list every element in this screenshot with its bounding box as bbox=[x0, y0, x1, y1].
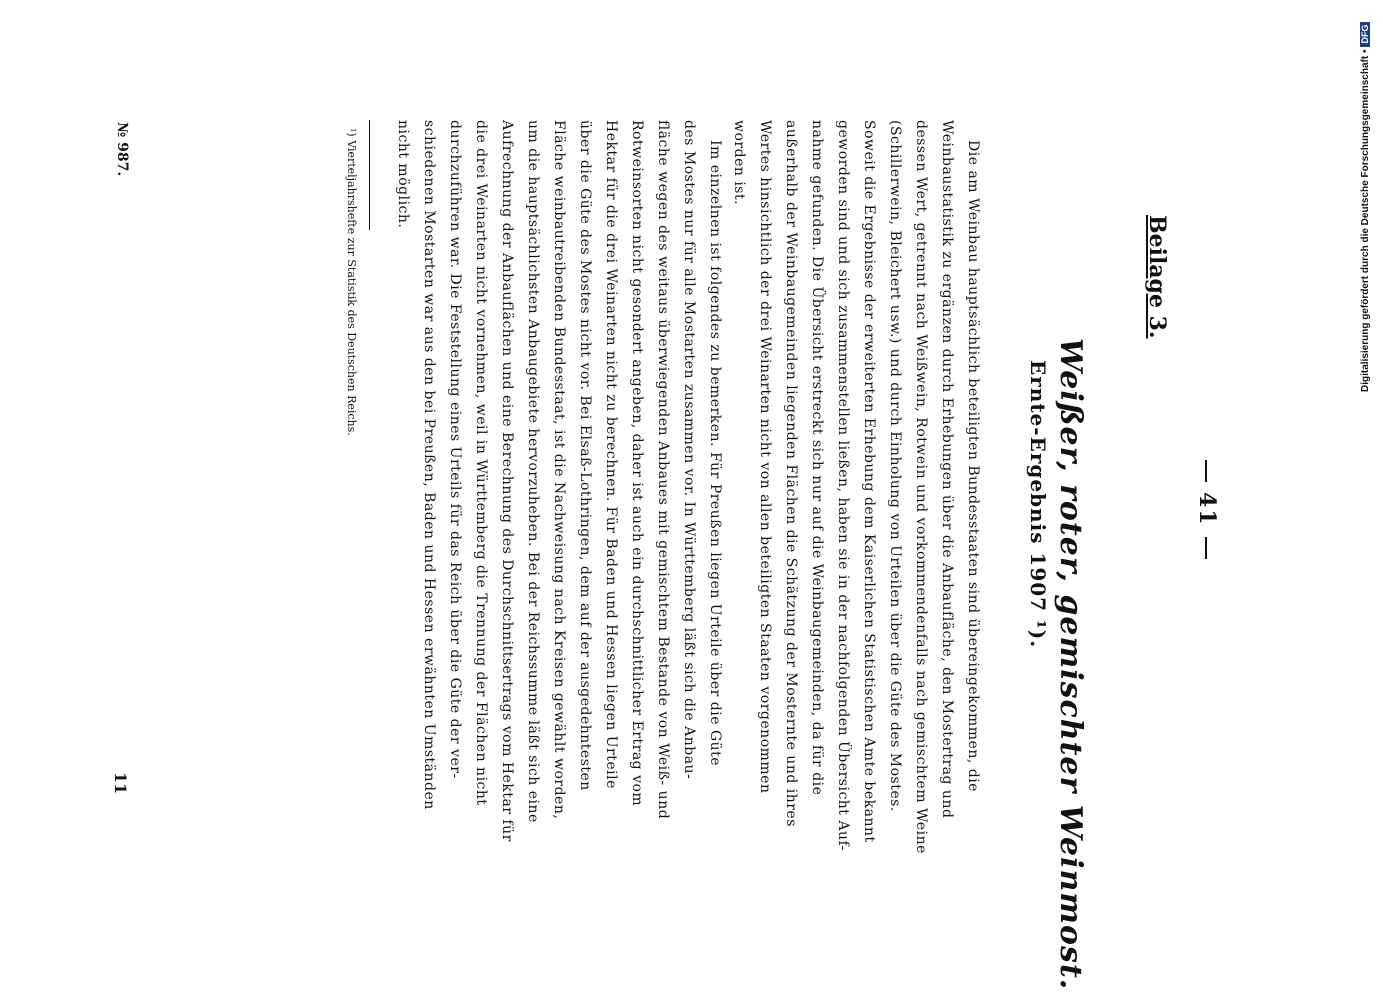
text-line: Wertes hinsichtlich der drei Weinarten nicht von allen beteiligten Staaten vorgenommen bbox=[757, 120, 773, 794]
footnote: ¹) Vierteljahrshefte zur Statistik des Deutschen Reichs. bbox=[345, 128, 358, 436]
text-line: worden ist. bbox=[731, 120, 747, 206]
dfg-credit-text: Digitalisierung gefördert durch die Deutsche Forschungsgemeinschaft • bbox=[1360, 49, 1371, 392]
text-line: nicht möglich. bbox=[395, 120, 411, 229]
text-line: außerhalb der Weinbaugemeinden liegenden Flächen die Schätzung der Mosternte und ihres bbox=[783, 120, 799, 827]
text-line: Fläche weinbautreibenden Bundesstaat, ist die Nachweisung nach Kreisen gewählt worden, bbox=[551, 120, 567, 820]
dash-right bbox=[1205, 537, 1207, 559]
dash-left bbox=[1205, 460, 1207, 482]
footer-page: 11 bbox=[111, 772, 130, 795]
text-line: (Schillerwein, Bleichert usw.) und durch Einholung von Urteilen über die Güte des Mostes. bbox=[887, 120, 903, 812]
footnote-rule bbox=[369, 120, 370, 230]
text-line: Weinbaustatistik zu ergänzen durch Erhebungen über die Anbaufläche, den Mostertrag und bbox=[939, 120, 955, 819]
rotated-page bbox=[108, 120, 1248, 991]
page-title: Weißer, roter, gemischter Weinmost. bbox=[1053, 338, 1088, 991]
text-line: Soweit die Ergebnisse der erweiterten Erhebung dem Kaiserlichen Statistischen Amte bekannt bbox=[861, 120, 877, 843]
dfg-logo: DFG bbox=[1360, 22, 1370, 47]
text-line: Die am Weinbau hauptsächlich beteiligten Bundesstaaten sind übereingekommen, die bbox=[965, 140, 981, 792]
text-line: geworden sind und sich zusammenstellen ließen, haben sie in der nachfolgenden Übersicht Auf- bbox=[835, 120, 851, 851]
page-number bbox=[1194, 450, 1220, 569]
text-line: Im einzelnen ist folgendes zu bemerken. Für Preußen liegen Urteile über die Güte bbox=[707, 140, 723, 767]
text-line: Hektar für die drei Weinarten nicht zu berechnen. Für Baden und Hessen liegen Urteile bbox=[603, 120, 619, 789]
text-line: über die Güte des Mostes nicht vor. Bei Elsaß-Lothringen, dem auf der ausgedehntesten bbox=[577, 120, 593, 791]
beilage-label: Beilage 3. bbox=[1144, 215, 1170, 339]
text-line: dessen Wert, getrennt nach Weißwein, Rotwein und vorkommendenfalls nach gemischtem Weine bbox=[913, 120, 929, 854]
page-number-text: 41 bbox=[1194, 492, 1220, 527]
text-line: um die hauptsächlichsten Anbaugebiete hervorzuheben. Bei der Reichssumme läßt sich eine bbox=[525, 120, 541, 823]
text-line: Aufrechnung der Anbauflächen und eine Berechnung des Durchschnittsertrags vom Hektar für bbox=[499, 120, 515, 842]
footer-number: № 987. bbox=[114, 122, 130, 177]
text-line: des Mostes nur für alle Mostarten zusammen vor. In Württemberg läßt sich die Anbau- bbox=[681, 120, 697, 780]
text-line: die drei Weinarten nicht vornehmen, weil in Württemberg die Trennung der Flächen nicht bbox=[473, 120, 489, 806]
text-line: nahme gefunden. Die Übersicht erstreckt sich nur auf die Weinbaugemeinden, da für die bbox=[809, 120, 825, 796]
text-line: durchzuführen war. Die Feststellung eines Urteils für das Reich über die Güte der ver- bbox=[447, 120, 463, 779]
text-line: Rotweinsorten nicht gesondert angeben, daher ist auch ein durchschnittlicher Ertrag vom bbox=[629, 120, 645, 807]
text-line: fläche wegen des weitaus überwiegenden Anbaues mit gemischtem Bestande von Weiß- und bbox=[655, 120, 671, 820]
page-subtitle: Ernte-Ergebnis 1907 ¹). bbox=[1026, 360, 1050, 649]
text-line: schiedenen Mostarten war aus den bei Preußen, Baden und Hessen erwähnten Umständen bbox=[421, 120, 437, 810]
dfg-credit bbox=[1360, 22, 1371, 392]
